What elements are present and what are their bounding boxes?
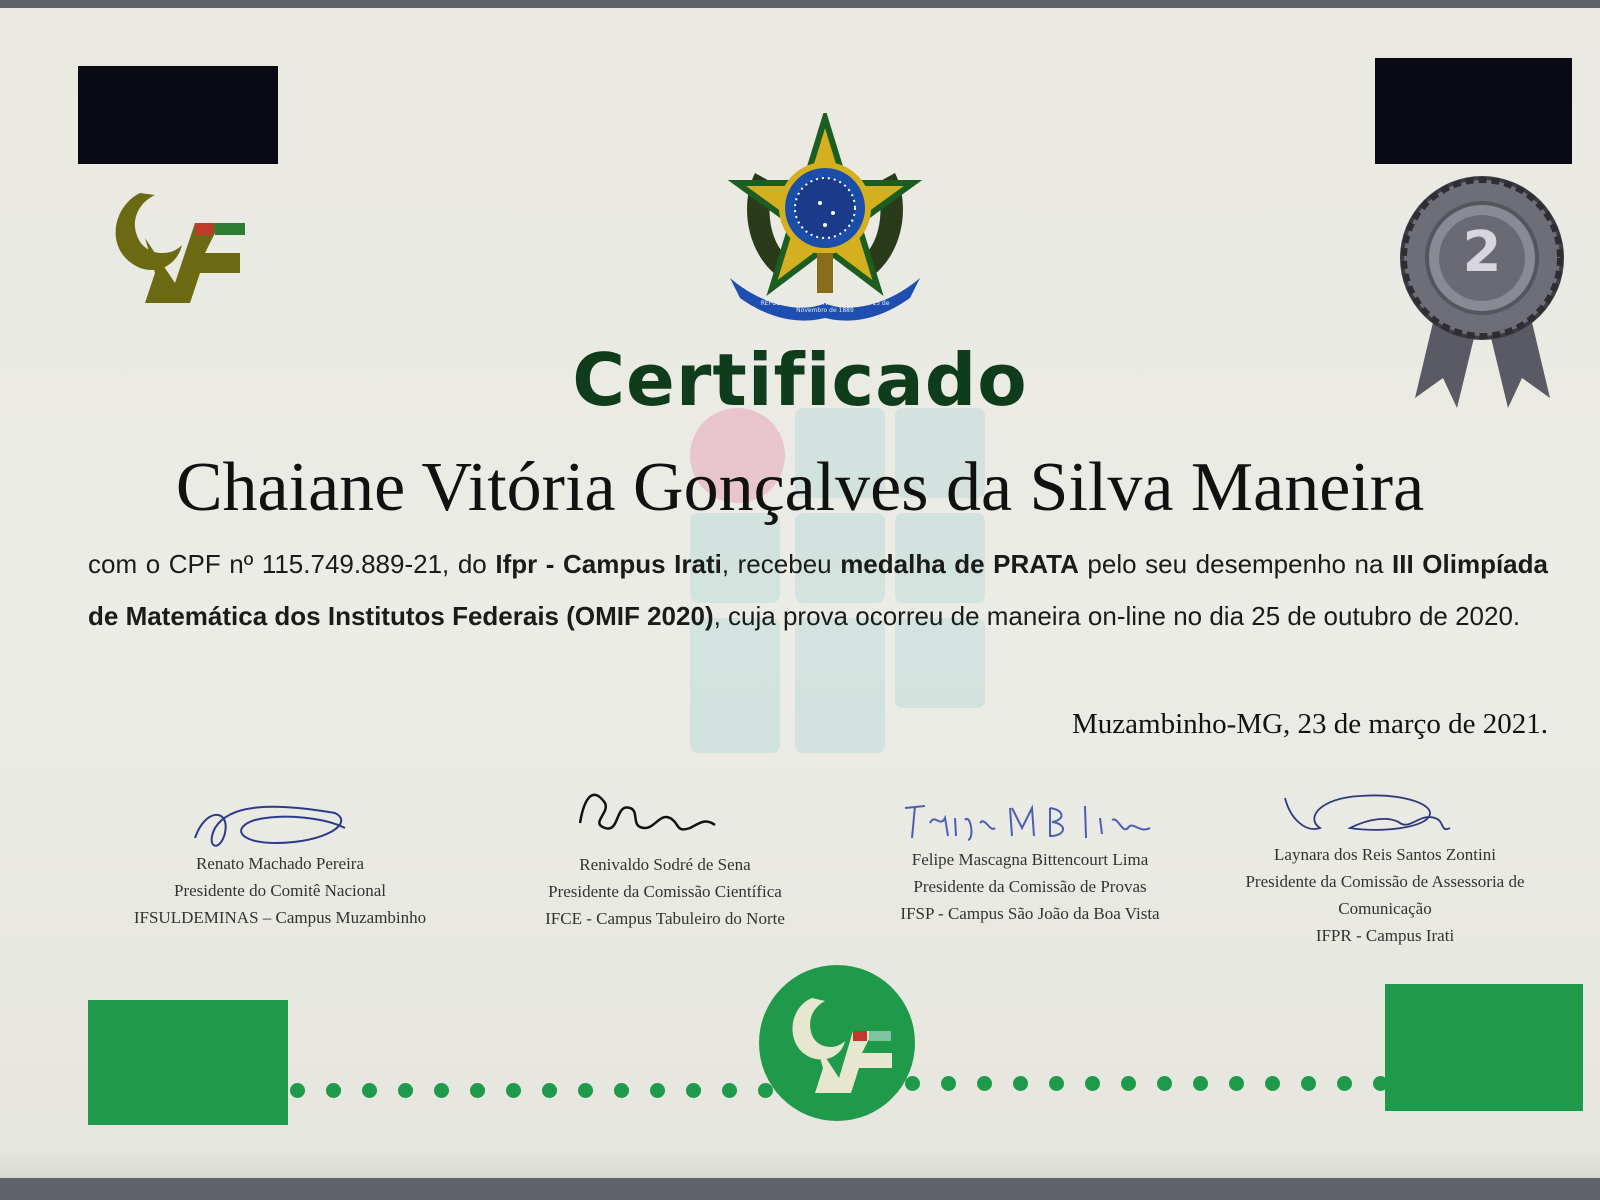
certificate-body	[88, 538, 1548, 642]
signature-renato	[185, 798, 355, 858]
signatory-campus: IFSULDEMINAS – Campus Muzambinho	[133, 908, 427, 927]
signatory-2	[485, 851, 845, 932]
paper-bottom-shadow	[0, 1148, 1600, 1178]
dotted-line-right	[905, 1076, 1385, 1096]
dotted-line-left	[290, 1083, 770, 1103]
body-text-part: pelo seu desempenho na	[1078, 549, 1393, 579]
place-and-date: Muzambinho-MG, 23 de março de 2021.	[1072, 708, 1548, 740]
body-text-part: , recebeu	[721, 549, 841, 579]
signatory-campus: IFPR - Campus Irati	[1315, 926, 1455, 945]
signatory-role: Presidente da Comissão Científica	[548, 882, 782, 901]
medal-award: medalha de PRATA	[840, 549, 1079, 579]
signatory-name: Renato Machado Pereira	[195, 854, 365, 873]
redacted-block-left	[78, 66, 278, 164]
brazil-coat-of-arms-icon	[725, 113, 925, 328]
signatory-role: Presidente da Comissão de Assessoria de Comunicação	[1245, 872, 1525, 918]
signatory-campus: IFSP - Campus São João da Boa Vista	[900, 904, 1160, 923]
redacted-block-right	[1375, 58, 1572, 164]
omif-emblem-bottom-icon	[757, 963, 917, 1123]
recipient-name: Chaiane Vitória Gonçalves da Silva Maneira	[175, 449, 1425, 526]
body-text-part: , cuja prova ocorreu de maneira on-line no dia 25 de outubro de 2020.	[713, 601, 1521, 631]
signatory-campus: IFCE - Campus Tabuleiro do Norte	[545, 909, 785, 928]
body-text-part: com o CPF nº 115.749.889-21, do	[88, 549, 496, 579]
certificate-title: Certificado	[572, 338, 1028, 422]
certificate-sheet	[0, 8, 1600, 1178]
signatory-name: Laynara dos Reis Santos Zontini	[1274, 845, 1496, 864]
decor-green-block-left	[88, 1000, 288, 1125]
signature-renivaldo	[575, 783, 725, 843]
decor-green-block-right	[1385, 984, 1583, 1111]
omif-logo-icon	[100, 183, 250, 313]
signatory-name: Felipe Mascagna Bittencourt Lima	[911, 850, 1149, 869]
signatory-1	[100, 850, 460, 931]
coat-of-arms-ribbon-text: REPÚBLICA FEDERATIVA DO BRASIL · 15 de Novembro de 1889	[760, 300, 890, 314]
medal-rank-number: 2	[1462, 220, 1502, 285]
signatory-role: Presidente do Comitê Nacional	[174, 881, 386, 900]
signature-felipe	[900, 798, 1160, 848]
signatory-3	[850, 846, 1210, 927]
signatory-role: Presidente da Comissão de Provas	[913, 877, 1147, 896]
olympiad-name: III Olimpíada de Matemática dos Institutos Federais (OMIF 2020)	[88, 549, 1548, 631]
recipient-institution: Ifpr - Campus Irati	[495, 549, 722, 579]
signatory-4	[1210, 841, 1560, 949]
signatory-name: Renivaldo Sodré de Sena	[579, 855, 751, 874]
